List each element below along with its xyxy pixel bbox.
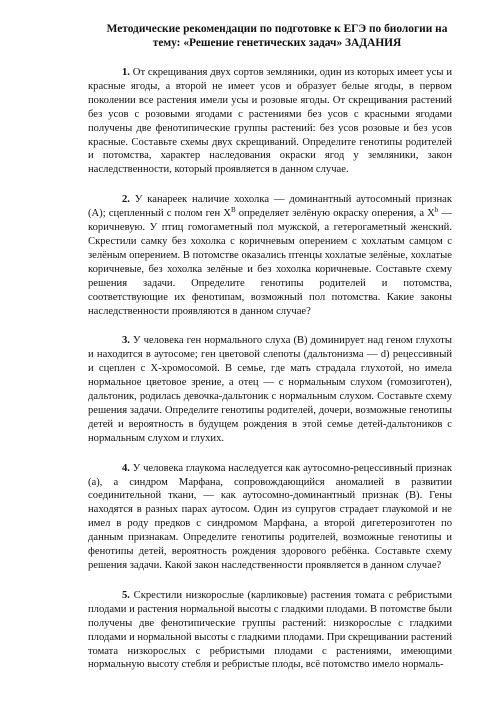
task-text: У человека ген нормального слуха (В) доминирует над геном глухоты и находится в аутосоме; ген цветовой слепоты (дальтонизма — d) рецессивный и сцеплен с Х-хромосомой. В семье, где мать страдала глухотой, но имела нормальное цветовое зрение, а отец — с нормальным слухом (гомозиготен), дальтоник, родилась девочка-дальтоник с нормальным слухом. Составьте схему решения задачи. Определите генотипы родителей, дочери, возможные генотипы детей и вероятность в будущем рождения в этой семье детей-дальтоников с нормальным слухом и глухих. [88,335,452,444]
task-text-part-c: — коричневую. У птиц гомогаметный пол мужской, а гетерогаметный женский. Скрестили самку без хохолка с коричневым оперением с хохлатым самцом с зелёным оперением. В потомстве оказались птенцы хохлатые зелёные, хохлатые коричневые, без хохолка зелёные и без хохолка коричневые. Составьте схему решения задачи. Определите генотипы родителей и потомства, соответствующие их фенотипам, возможный пол потомства. Какие законы наследственности проявляются в данном случае? [88,208,453,317]
task-text: У человека глаукома наследуется как аутосомно-рецессивный признак (а), а синдром Марфана, сопровождающийся аномалией в развитии соединительной ткани, — как аутосомно-доминантный признак (В). Гены находятся в разных парах аутосом. Один из супругов страдает глаукомой и не имел в роду предков с синдромом Марфана, а второй дигетерозиготен по данным признакам. Определите генотипы родителей, возможные генотипы и фенотипы детей, вероятность рождения здорового ребёнка. Составьте схему решения задачи. Какой закон наследственности проявляется в данном случае? [88,462,452,571]
allele-superscript-b-lower: b [434,206,439,215]
task-number: 1. [122,67,130,78]
task-text-part-b: определяет зелёную окраску оперения, а X [235,208,435,220]
task-number: 4. [122,462,130,474]
task-number: 2. [122,194,130,206]
task-number: 5. [122,589,130,601]
page-title: Методические рекомендации по подготовке к ЕГЭ по биологии на тему: «Решение генетических задач» ЗАДАНИЯ [106,23,448,49]
task-2 [88,193,452,318]
allele-superscript-b-upper: B [230,206,236,215]
task-4 [88,462,452,573]
task-5 [88,589,452,672]
task-1 [88,66,452,177]
task-number: 3. [122,335,130,347]
task-text: От скрещивания двух сортов земляники, один из которых имеет усы и красные ягоды, а второй не имеет усов и образует белые ягоды, в первом поколении все растения имели усы и розовые ягоды. От скрещивания растений без усов с розовыми ягодами с растениями без усов с красными ягодами получены две фенотипические группы растений: без усов розовые и без усов красные. Составьте схемы двух скрещиваний. Определите генотипы родителей и потомства, характер наследования окраски ягод у земляники, закон наследственности, который проявляется в данном случае. [88,67,452,176]
task-3 [88,334,452,445]
task-text-part-a: У канареек наличие хохолка — доминантный аутосомный признак (А); сцепленный с полом ген X [88,194,452,220]
task-text: Скрестили низкорослые (карликовые) растения томата с ребристыми плодами и растения нормальной высоты с гладкими плодами. В потомстве были получены две фенотипические группы растений: низкорослые с гладкими плодами и нормальной высоты с гладкими плодами. При скрещивании растений томата низкорослых с ребристыми плодами с растениями, имеющими нормальную высоту стебля и ребристые плоды, всё потомство имело нормаль- [88,589,452,671]
